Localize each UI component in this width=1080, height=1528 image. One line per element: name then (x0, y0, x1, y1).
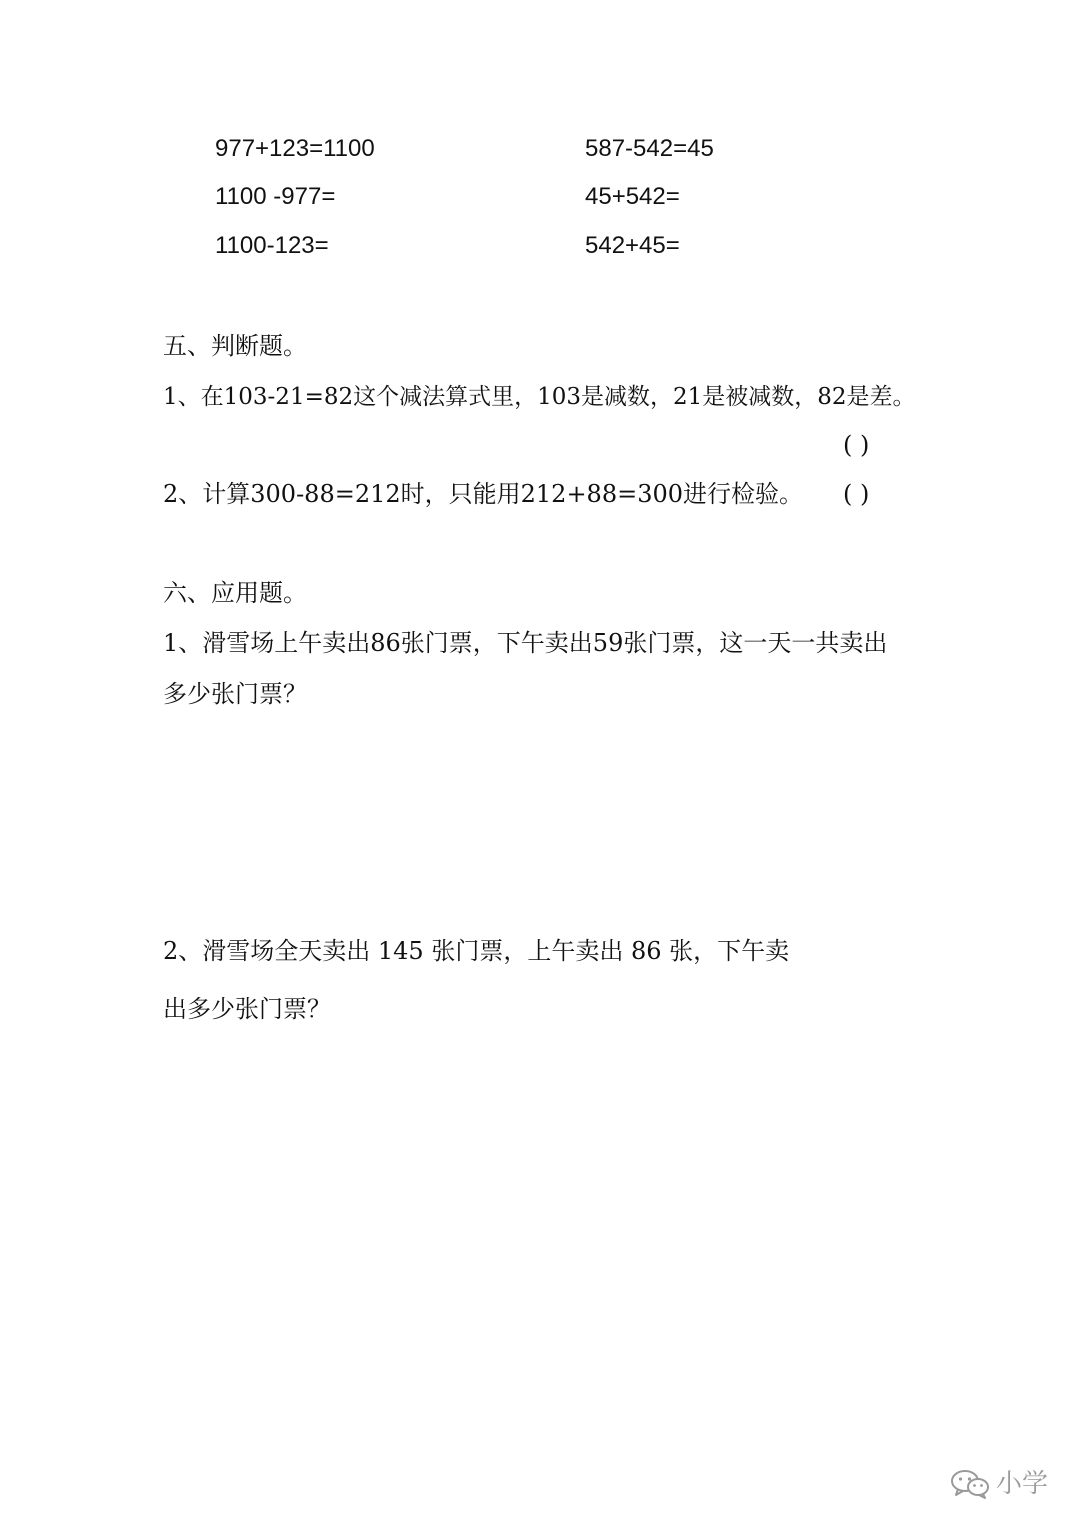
watermark (950, 1468, 1048, 1500)
section6-question-1-line-1: 1、滑雪场上午卖出86张门票，下午卖出59张门票，这一天一共卖出 (163, 629, 888, 657)
equation-right-3: 542+45= (585, 232, 680, 259)
section5-question-2: 2、计算300-88=212时，只能用212+88=300进行检验。 (163, 480, 804, 508)
section5-question-1: 1、在103-21=82这个减法算式里，103是减数，21是被减数，82是差。 (163, 384, 916, 410)
section5-title: 五、判断题。 (163, 332, 307, 360)
section5-question-2-answer-paren: ( ) (843, 480, 870, 508)
section6-title: 六、应用题。 (163, 579, 307, 607)
watermark-text: 小学 (995, 1469, 1048, 1499)
equation-right-2: 45+542= (585, 183, 680, 210)
section6-question-2-line-1: 2、滑雪场全天卖出 145 张门票，上午卖出 86 张，下午卖 (163, 937, 790, 965)
wechat-icon (950, 1468, 990, 1500)
equation-left-2: 1100 -977= (215, 183, 336, 210)
equation-left-1: 977+123=1100 (215, 135, 375, 162)
section6-question-1-line-2: 多少张门票？ (163, 680, 307, 708)
section5-question-1-answer-paren: ( ) (843, 431, 870, 459)
equation-left-3: 1100-123= (215, 232, 329, 259)
equation-right-1: 587-542=45 (585, 135, 714, 162)
section6-question-2-line-2: 出多少张门票？ (163, 995, 331, 1023)
